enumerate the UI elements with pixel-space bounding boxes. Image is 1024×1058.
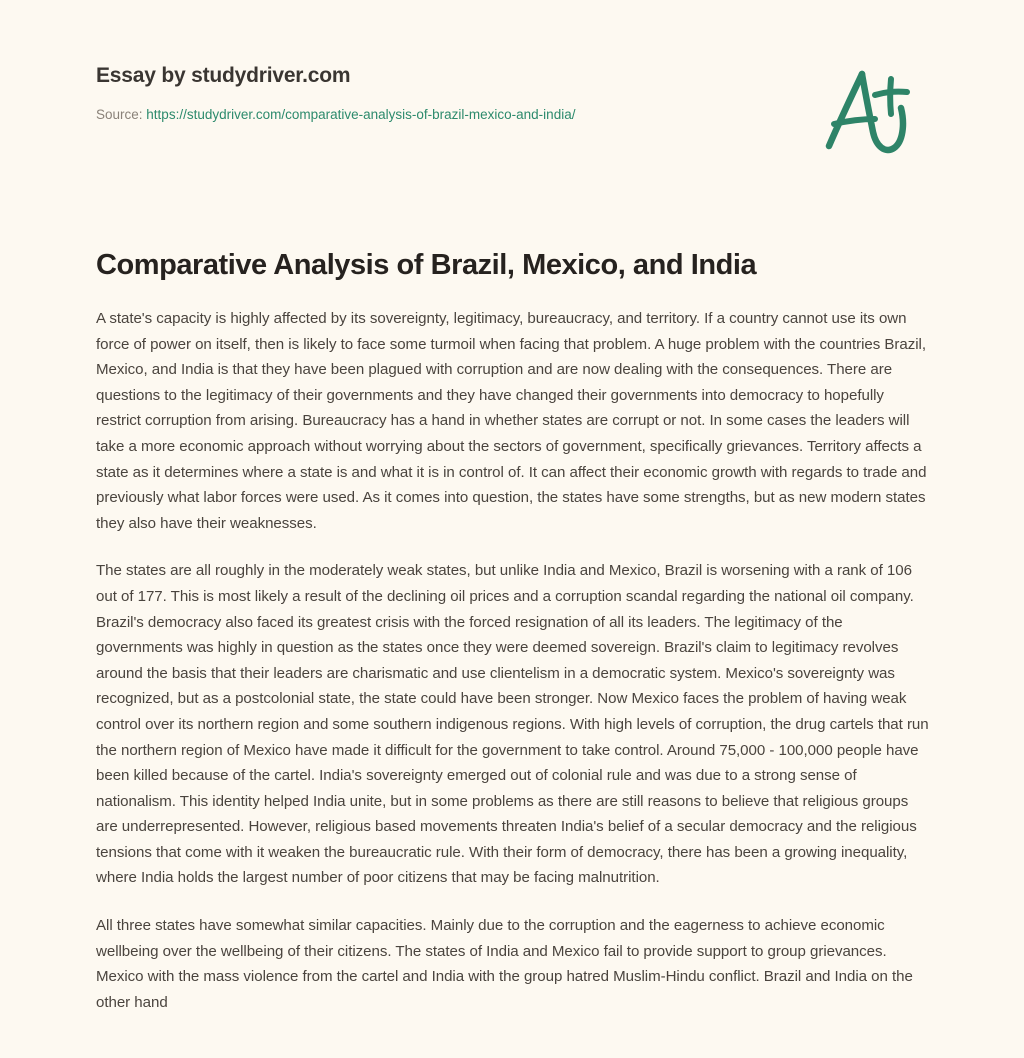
source-url-link[interactable]: https://studydriver.com/comparative-analysis-of-brazil-mexico-and-india/ [146, 107, 576, 122]
page-header [0, 0, 1024, 200]
page-title: Comparative Analysis of Brazil, Mexico, and India [96, 249, 757, 281]
essay-by-heading: Essay by studydriver.com [96, 64, 351, 87]
paragraph: All three states have somewhat similar capacities. Mainly due to the corruption and the eagerness to achieve economic wellbeing over the wellbeing of their citizens. The states of India and Mexico fail to provide support to group grievances. Mexico with the mass violence from the cartel and India with the group hatred Muslim-Hindu conflict. Brazil and India on the other hand [96, 917, 913, 1011]
a-plus-logo-icon [815, 62, 915, 167]
article-body [96, 306, 932, 1015]
paragraph: A state's capacity is highly affected by its sovereignty, legitimacy, bureaucracy, and territory. If a country cannot use its own force of power on itself, then is likely to face some turmoil when facing that problem. A huge problem with the countries Brazil, Mexico, and India is that they have been plagued with corruption and are now dealing with the consequences. There are questions to the legitimacy of their governments and they have changed their governments into democracy to hopefully restrict corruption from arising. Bureaucracy has a hand in whether states are corrupt or not. In some cases the leaders will take a more economic approach without worrying about the sectors of government, specifically grievances. Territory affects a state as it determines where a state is and what it is in control of. It can affect their economic growth with regards to trade and previously what labor forces were used. As it comes into question, the states have some strengths, but as new modern states they also have their weaknesses. [96, 310, 927, 532]
paragraph: The states are all roughly in the moderately weak states, but unlike India and Mexico, Brazil is worsening with a rank of 106 out of 177. This is most likely a result of the declining oil prices and a corruption scandal regarding the national oil company. Brazil's democracy also faced its greatest crisis with the forced resignation of all its leaders. The legitimacy of the governments was highly in question as the states once they were deemed sovereign. Brazil's claim to legitimacy revolves around the basis that their leaders are charismatic and use clientelism in a democratic system. Mexico's sovereignty was recognized, but as a postcolonial state, the state could have been stronger. Now Mexico faces the problem of having weak control over its northern region and some southern indigenous regions. With high levels of corruption, the drug cartels that run the northern region of Mexico have made it difficult for the government to take control. Around 75,000 - 100,000 people have been killed because of the cartel. India's sovereignty emerged out of colonial rule and was due to a strong sense of nationalism. This identity helped India unite, but in some problems as there are still reasons to believe that religious groups are underrepresented. However, religious based movements threaten India's belief of a secular democracy and the religious tensions that come with it weaken the bureaucratic rule. With their form of democracy, there has been a growing inequality, where India holds the largest number of poor citizens that may be facing malnutrition. [96, 562, 929, 887]
source-line [96, 106, 736, 124]
article [96, 246, 932, 1015]
source-label: Source: [96, 107, 143, 122]
header-text-block [96, 62, 736, 124]
